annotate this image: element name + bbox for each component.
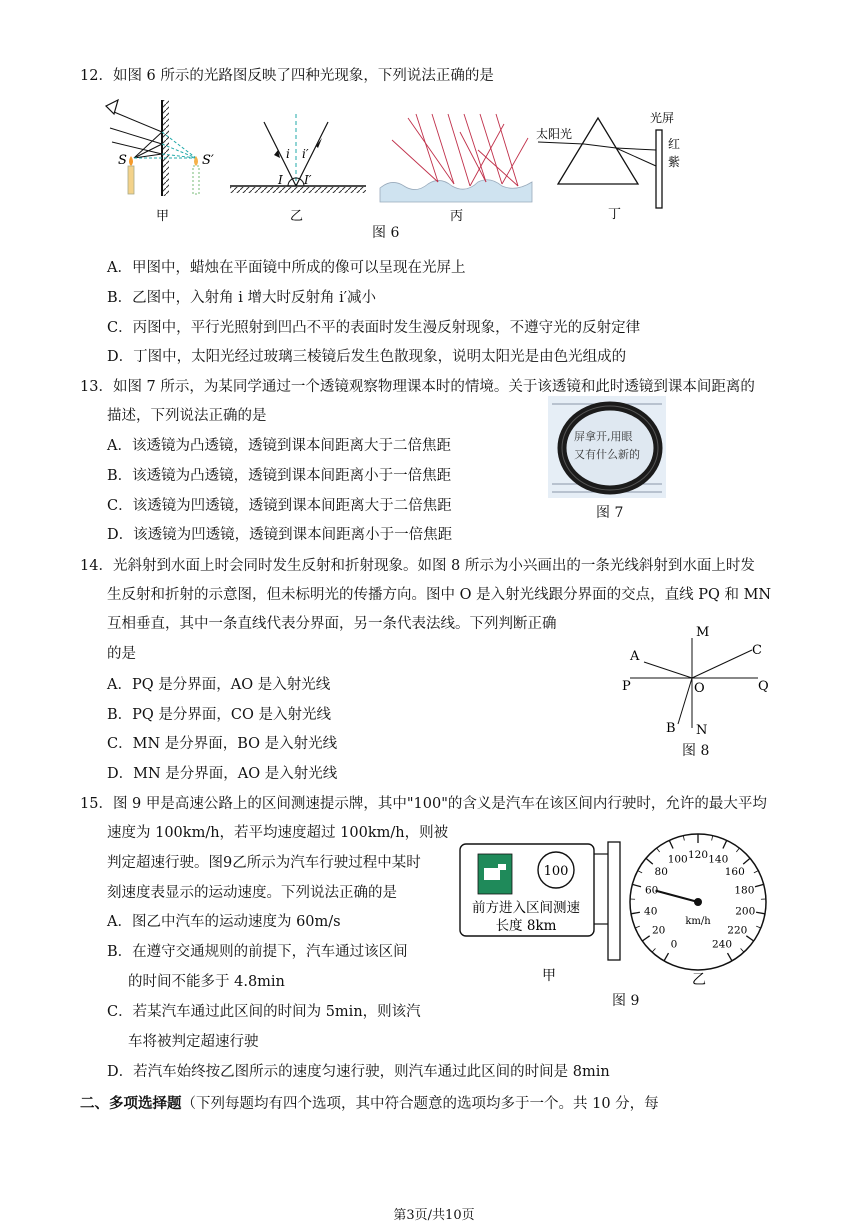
svg-text:甲: 甲 [156,209,170,224]
svg-text:S: S [118,153,127,168]
light-screen [656,130,662,208]
figure6-ding [536,104,696,228]
q15-option-b: B．在遵守交通规则的前提下，汽车通过该区间 [107,944,408,960]
q13-option-b: B．该透镜为凸透镜，透镜到课本间距离小于一倍焦距 [107,468,452,484]
svg-text:B: B [666,721,676,736]
svg-text:屏拿开,用眼: 屏拿开,用眼 [574,430,633,443]
section2-desc: （下列每题均有四个选项，其中符合题意的选项均多于一个。共 10 分，每 [181,1096,659,1112]
speedometer-tick-label: 240 [711,938,733,951]
speedometer-tick-label: 140 [708,853,729,866]
svg-text:紫: 紫 [668,155,681,169]
q13-option-d: D．该透镜为凹透镜，透镜到课本间距离小于一倍焦距 [107,527,453,543]
rough-surface [380,180,532,202]
svg-text:光屏: 光屏 [650,111,675,125]
figure8-caption: 图 8 [682,743,710,759]
svg-text:前方进入区间测速: 前方进入区间测速 [472,900,580,916]
q13-option-c: C．该透镜为凹透镜，透镜到课本间距离大于二倍焦距 [107,498,452,514]
candle-image [193,166,199,194]
q14-stem-line1: 14．光斜射到水面上时会同时发生反射和折射现象。如图 8 所示为小兴画出的一条光线斜射到水面上时发 [80,558,755,574]
svg-text:I: I [278,173,283,187]
speedometer-tick-label: 200 [735,905,756,918]
q12-option-d: D．丁图中，太阳光经过玻璃三棱镜后发生色散现象，说明太阳光是由色光组成的 [107,349,627,365]
figure6-bing [378,110,534,228]
q14-stem-line4: 的是 [107,646,136,662]
svg-text:Q: Q [758,679,769,694]
svg-text:A: A [630,649,640,664]
svg-text:长度 8km: 长度 8km [495,918,557,934]
section2-heading [80,1094,659,1114]
q14-stem-line2: 生反射和折射的示意图，但未标明光的传播方向。图中 O 是入射光线跟分界面的交点，直线 PQ 和 MN [107,587,772,603]
q13-stem-line2: 描述，下列说法正确的是 [107,408,267,424]
q15-option-b-cont: 的时间不能多于 4.8min [128,974,285,990]
svg-text:太阳光: 太阳光 [536,127,573,141]
ray-ao [644,662,692,678]
q12-option-b: B．乙图中，入射角 i 增大时反射角 i′减小 [107,290,377,306]
q15-option-c: C．若某汽车通过此区间的时间为 5min，则该汽 [107,1004,421,1020]
q15-option-c-cont: 车将被判定超速行驶 [128,1034,259,1050]
figure7-caption: 图 7 [596,505,624,521]
candle [128,166,134,194]
speedometer-tick-label: 220 [727,924,748,937]
svg-text:km/h: km/h [685,916,711,927]
speedometer-tick-label: 80 [654,866,668,879]
svg-text:乙: 乙 [692,972,706,988]
q15-option-a: A．图乙中汽车的运动速度为 60m/s [107,914,341,930]
speedometer-tick-label: 60 [644,884,659,897]
q14-option-c: C．MN 是分界面，BO 是入射光线 [107,736,338,752]
figure9-caption: 图 9 [612,993,640,1009]
svg-text:丁: 丁 [608,207,622,222]
svg-text:S′: S′ [202,153,214,168]
q15-option-d: D．若汽车始终按乙图所示的速度匀速行驶，则汽车通过此区间的时间是 8min [107,1064,610,1080]
figure6-yi [228,112,368,228]
section2-title: 二、多项选择题 [80,1095,182,1112]
q15-stem-line2: 速度为 100km/h，若平均速度超过 100km/h，则被 [107,825,449,841]
figure6-jia [100,98,225,228]
figure6-caption: 图 6 [372,225,400,241]
speedometer-tick-label: 0 [670,938,678,951]
speedometer-tick-label: 100 [667,853,688,866]
q12-option-c: C．丙图中，平行光照射到凹凸不平的表面时发生漫反射现象，不遵守光的反射定律 [107,320,641,336]
q14-option-a: A．PQ 是分界面，AO 是入射光线 [107,677,331,693]
q13-stem-line1: 13．如图 7 所示，为某同学通过一个透镜观察物理课本时的情境。关于该透镜和此时透镜到课本间距离的 [80,379,755,395]
figure8-diagram [618,620,788,740]
page-number: 第3页/共10页 [393,1208,475,1223]
svg-text:M: M [696,625,710,640]
svg-text:i′: i′ [302,147,309,161]
svg-text:甲: 甲 [542,968,556,984]
speedometer-tick-label: 20 [651,924,666,937]
svg-text:红: 红 [668,137,681,151]
q12-stem: 12．如图 6 所示的光路图反映了四种光现象，下列说法正确的是 [80,68,494,84]
svg-text:又有什么新的: 又有什么新的 [574,448,640,461]
svg-text:100: 100 [543,864,569,879]
sign-post [608,842,620,960]
q15-stem-line4: 刻速度表显示的运动速度。下列说法正确的是 [107,885,397,901]
q15-stem-line1: 15．图 9 甲是高速公路上的区间测速提示牌，其中"100"的含义是汽车在该区间内行驶时，允许的最大平均 [80,796,767,812]
figure7-lens-photo [548,396,666,498]
figure9-sign [458,834,630,984]
svg-text:P: P [622,679,631,694]
svg-text:I′: I′ [304,173,312,187]
q13-option-a: A．该透镜为凸透镜，透镜到课本间距离大于二倍焦距 [107,438,451,454]
speedometer-tick-label: 120 [687,849,709,861]
svg-text:乙: 乙 [290,209,304,224]
speedometer-tick-label: 40 [644,905,658,918]
q15-stem-line3: 判定超速行驶。图9乙所示为汽车行驶过程中某时 [107,855,421,871]
q14-option-b: B．PQ 是分界面，CO 是入射光线 [107,707,331,723]
svg-text:O: O [694,681,705,696]
figure9-speedometer [622,826,782,990]
svg-text:丙: 丙 [450,209,464,224]
svg-text:C: C [752,643,762,658]
q14-stem-line3: 互相垂直，其中一条直线代表分界面，另一条代表法线。下列判断正确 [107,616,557,632]
speedometer-tick-label: 180 [734,884,755,897]
ray-bo [678,678,692,724]
svg-text:N: N [696,723,708,738]
q12-option-a: A．甲图中，蜡烛在平面镜中所成的像可以呈现在光屏上 [107,260,466,276]
q14-option-d: D．MN 是分界面，AO 是入射光线 [107,766,338,782]
speedometer-tick-label: 160 [724,866,745,879]
eye-icon [106,100,118,114]
ray-co [692,650,752,678]
svg-text:i: i [286,147,290,161]
